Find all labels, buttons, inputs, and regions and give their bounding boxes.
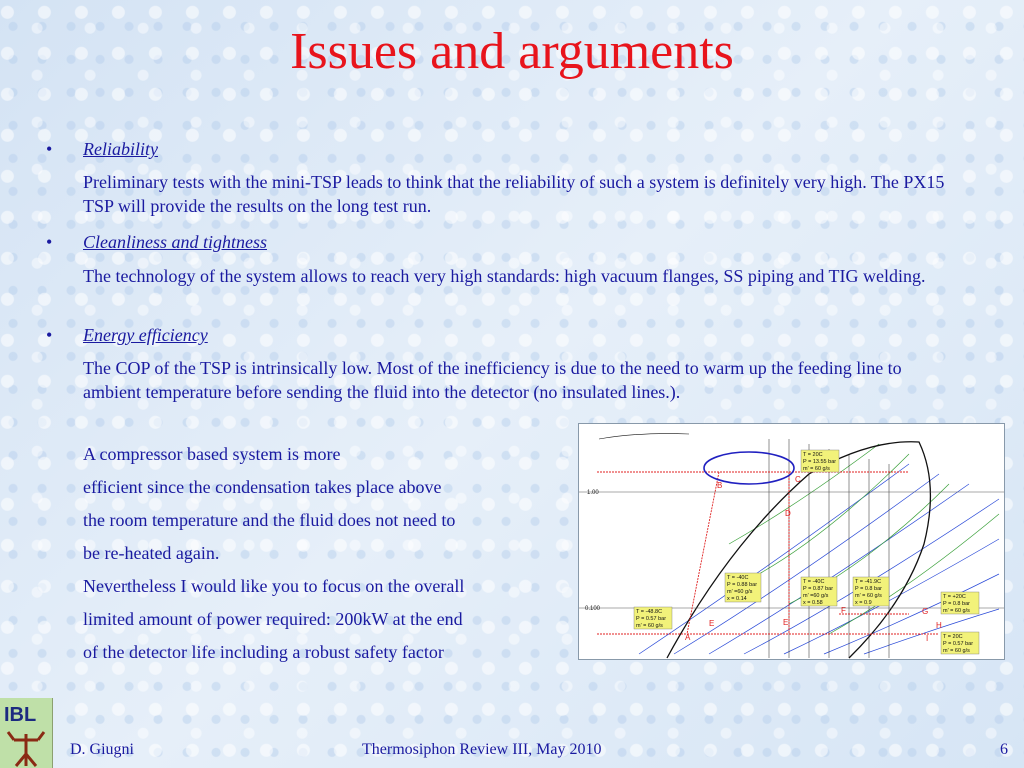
bullet-item (46, 323, 208, 347)
bullet-heading: Cleanliness and tightness (83, 232, 267, 252)
logo-figure-icon (0, 698, 52, 768)
ph-diagram (579, 424, 1004, 659)
point-label: D (785, 509, 791, 518)
state-box (853, 577, 889, 606)
footer-page-number: 6 (1000, 741, 1008, 758)
bullet-dot: • (46, 232, 53, 252)
state-box-line: P = 0.87 bar (803, 586, 834, 592)
state-box-line: m' = 60 g/s (943, 648, 970, 654)
bullet-item (46, 137, 158, 161)
y-tick-label: 0.100 (585, 606, 601, 612)
footer-event: Thermosiphon Review III, May 2010 (362, 741, 602, 758)
state-box (941, 632, 979, 654)
state-box-line: T = -41.9C (855, 579, 882, 585)
bullet-text: Preliminary tests with the mini-TSP leads to think that the reliability of such a system is definitely very high. The PX15 TSP will provide the results on the long test run. (83, 172, 945, 216)
body-line: A compressor based system is more (83, 444, 341, 464)
point-label: C (795, 475, 801, 484)
state-box (725, 573, 761, 602)
state-box (801, 577, 837, 606)
point-label: B (717, 481, 723, 490)
bullet-text: The COP of the TSP is intrinsically low. Most of the inefficiency is due to the need to warm up the feeding line to ambient temperature before sending the fluid into the detector (no insulated lines.). (83, 358, 902, 402)
state-box-line: T = -48.8C (636, 609, 663, 615)
point-label: H (936, 621, 942, 630)
quality-line (829, 514, 999, 634)
body-line: efficient since the condensation takes place above (83, 477, 442, 497)
bullet-item (46, 230, 267, 254)
state-box-line: P = 13.55 bar (803, 459, 837, 465)
isotherm-curves (639, 464, 999, 654)
state-box-line: T = +20C (943, 594, 966, 600)
state-box-line: m' = 60 g/s (943, 608, 970, 614)
state-box-line: P = 0.8 bar (943, 601, 970, 607)
point-label: F (841, 606, 846, 615)
ph-diagram-figure (578, 423, 1005, 660)
state-box (941, 592, 979, 614)
state-box-line: x = 0.9 (855, 600, 872, 606)
state-box-line: P = 0.8 bar (855, 586, 882, 592)
footer-author: D. Giugni (70, 741, 134, 758)
bullet-dot: • (46, 139, 53, 159)
bullet-heading: Reliability (83, 139, 158, 159)
state-box-line: T = -40C (727, 575, 749, 581)
point-label: G (922, 607, 929, 616)
logo-text: IBL (4, 704, 37, 726)
top-curve (599, 434, 689, 439)
state-box-line: m' =60 g/s (727, 589, 753, 595)
body-line: of the detector life including a robust safety factor (83, 642, 444, 662)
state-box-line: T = 20C (803, 452, 823, 458)
slide-title: Issues and arguments (290, 23, 734, 80)
point-label: I (926, 634, 929, 643)
state-box-line: T = 20C (943, 634, 963, 640)
point-label: E (709, 619, 715, 628)
state-box-line: P = 0.88 bar (727, 582, 758, 588)
body-line: limited amount of power required: 200kW at the end (83, 609, 463, 629)
ibl-logo (0, 698, 53, 768)
state-box-line: x = 0.14 (727, 596, 747, 602)
state-boxes (634, 450, 979, 654)
y-tick-label: 1.00 (587, 490, 599, 496)
state-box-line: m' = 60 g/s (803, 466, 830, 472)
state-box (634, 607, 672, 629)
state-box-line: P = 0.57 bar (943, 641, 974, 647)
body-line: be re-heated again. (83, 543, 220, 563)
state-box-line: m' = 60 g/s (855, 593, 882, 599)
point-label: A (685, 633, 691, 642)
state-box-line: m' =60 g/s (803, 593, 829, 599)
cycle-line (687, 472, 719, 634)
state-box-line: x = 0.58 (803, 600, 823, 606)
bullet-heading: Energy efficiency (83, 325, 208, 345)
highlight-ellipse (704, 452, 794, 484)
isotherm-line (744, 499, 999, 654)
point-label: E (783, 618, 789, 627)
state-box-line: m' = 60 g/s (636, 623, 663, 629)
state-box-line: T = -40C (803, 579, 825, 585)
bullet-dot: • (46, 325, 53, 345)
bullet-text: The technology of the system allows to reach very high standards: high vacuum flanges, SS piping and TIG welding. (83, 266, 926, 286)
body-line: Nevertheless I would like you to focus on the overall (83, 576, 465, 596)
state-box-line: P = 0.57 bar (636, 616, 667, 622)
state-box (801, 450, 839, 472)
body-line: the room temperature and the fluid does not need to (83, 510, 456, 530)
